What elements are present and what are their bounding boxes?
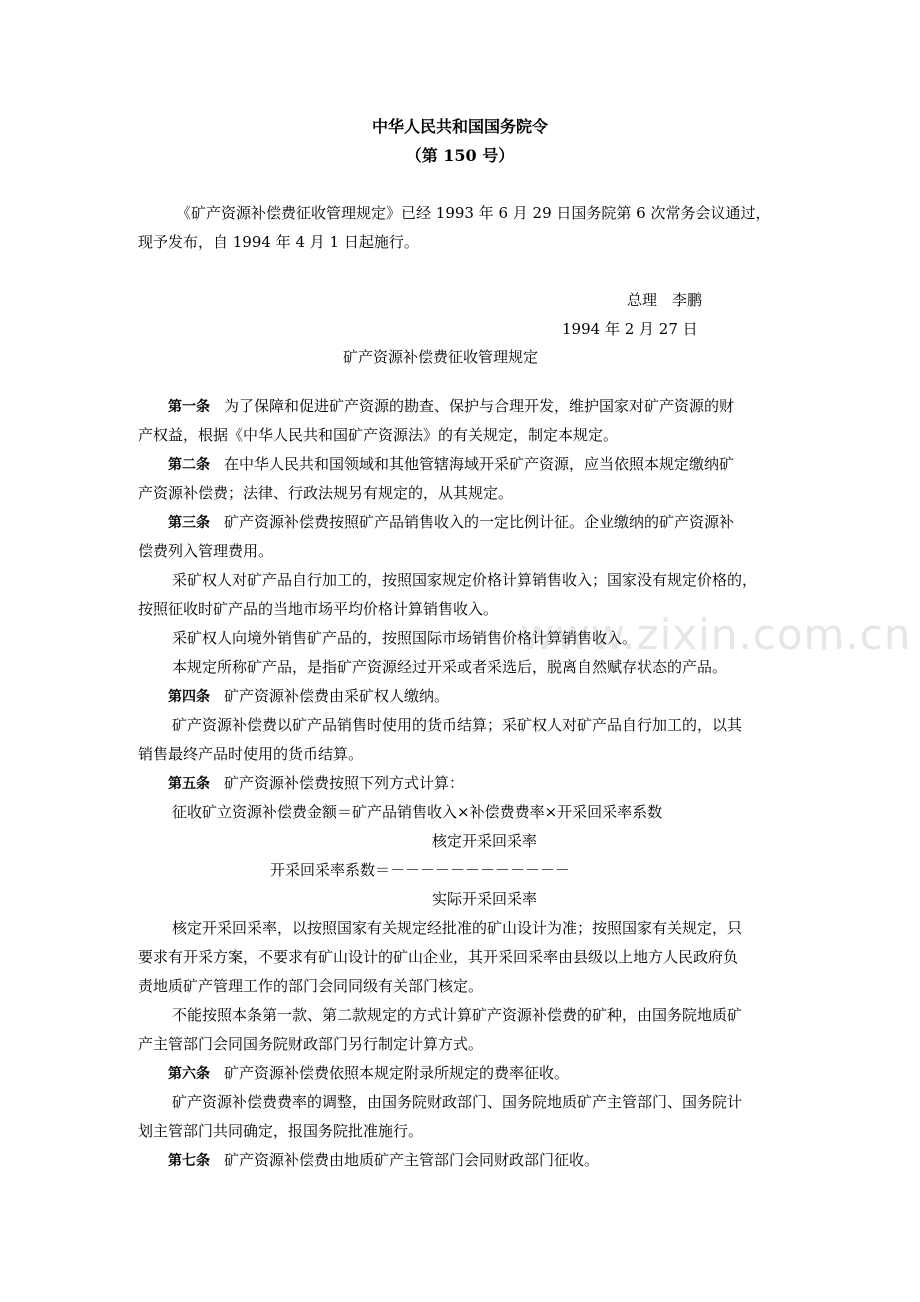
article-3 — [168, 512, 734, 533]
signer: 总理 李鹏 — [627, 291, 703, 309]
article-5-label: 第五条 — [168, 776, 210, 792]
article-7 — [168, 1150, 599, 1171]
article-5-formula: 征收矿立资源补偿费金额＝矿产品销售收入×补偿费费率×开采回采率系数 — [172, 803, 663, 821]
decree-title: 中华人民共和国国务院令 — [371, 117, 548, 136]
article-3-para-2-line-2: 按照征收时矿产品的当地市场平均价格计算销售收入。 — [138, 600, 499, 618]
article-2-label: 第二条 — [168, 457, 210, 473]
article-5-para-2-line-1: 核定开采回采率，以按照国家有关规定经批准的矿山设计为准；按照国家有关规定，只 — [172, 919, 743, 937]
article-3-line-2: 偿费列入管理费用。 — [138, 542, 274, 560]
formula-fraction-label: 开采回采率系数＝－－－－－－－－－－－－ — [270, 861, 571, 879]
article-6 — [168, 1063, 569, 1084]
article-2 — [168, 454, 734, 475]
article-2-line-2: 产资源补偿费；法律、行政法规另有规定的，从其规定。 — [138, 484, 514, 502]
article-5-para-3-line-2: 产主管部门会同国务院财政部门另行制定计算方式。 — [138, 1035, 484, 1053]
regulation-title: 矿产资源补偿费征收管理规定 — [343, 348, 539, 366]
article-4-label: 第四条 — [168, 689, 210, 705]
article-6-para-2-line-1: 矿产资源补偿费费率的调整，由国务院财政部门、国务院地质矿产主管部门、国务院计 — [172, 1093, 743, 1111]
article-6-label: 第六条 — [168, 1066, 210, 1082]
sign-date: 1994 年 2 月 27 日 — [562, 320, 698, 338]
article-1-line-1: 为了保障和促进矿产资源的勘查、保护与合理开发，维护国家对矿产资源的财 — [224, 397, 735, 415]
formula-denominator: 实际开采回采率 — [432, 890, 538, 908]
article-4-para-2-line-1: 矿产资源补偿费以矿产品销售时使用的货币结算；采矿权人对矿产品自行加工的，以其 — [172, 716, 743, 734]
article-3-line-1: 矿产资源补偿费按照矿产品销售收入的一定比例计征。企业缴纳的矿产资源补 — [224, 513, 735, 531]
article-3-para-2-line-1: 采矿权人对矿产品自行加工的，按照国家规定价格计算销售收入；国家没有规定价格的， — [172, 571, 758, 589]
watermark: www.zixin.com.cn — [520, 610, 912, 659]
article-4-para-2-line-2: 销售最终产品时使用的货币结算。 — [138, 745, 364, 763]
article-1 — [168, 396, 734, 417]
article-3-label: 第三条 — [168, 515, 210, 531]
article-4-line-1: 矿产资源补偿费由采矿权人缴纳。 — [224, 687, 450, 705]
intro-line-1: 《矿产资源补偿费征收管理规定》已经 1993 年 6 月 29 日国务院第 6 次常务会议通过， — [176, 204, 771, 222]
article-7-line-1: 矿产资源补偿费由地质矿产主管部门会同财政部门征收。 — [224, 1151, 600, 1169]
decree-number: （第 150 号） — [405, 146, 515, 165]
article-5 — [168, 773, 464, 794]
article-3-para-4: 本规定所称矿产品，是指矿产资源经过开采或者采选后，脱离自然赋存状态的产品。 — [172, 658, 728, 676]
article-1-line-2: 产权益，根据《中华人民共和国矿产资源法》的有关规定，制定本规定。 — [138, 426, 619, 444]
article-5-line-1: 矿产资源补偿费按照下列方式计算： — [224, 774, 465, 792]
article-6-line-1: 矿产资源补偿费依照本规定附录所规定的费率征收。 — [224, 1064, 570, 1082]
article-4 — [168, 686, 449, 707]
article-5-para-3-line-1: 不能按照本条第一款、第二款规定的方式计算矿产资源补偿费的矿种，由国务院地质矿 — [172, 1006, 743, 1024]
article-5-para-2-line-3: 责地质矿产管理工作的部门会同同级有关部门核定。 — [138, 977, 484, 995]
article-3-para-3: 采矿权人向境外销售矿产品的，按照国际市场销售价格计算销售收入。 — [172, 629, 638, 647]
intro-line-2: 现予发布，自 1994 年 4 月 1 日起施行。 — [138, 233, 419, 251]
article-5-para-2-line-2: 要求有开采方案，不要求有矿山设计的矿山企业，其开采回采率由县级以上地方人民政府负 — [138, 948, 739, 966]
article-6-para-2-line-2: 划主管部门共同确定，报国务院批准施行。 — [138, 1122, 424, 1140]
formula-numerator: 核定开采回采率 — [432, 832, 538, 850]
article-7-label: 第七条 — [168, 1153, 210, 1169]
article-2-line-1: 在中华人民共和国领域和其他管辖海域开采矿产资源，应当依照本规定缴纳矿 — [224, 455, 735, 473]
article-1-label: 第一条 — [168, 399, 210, 415]
